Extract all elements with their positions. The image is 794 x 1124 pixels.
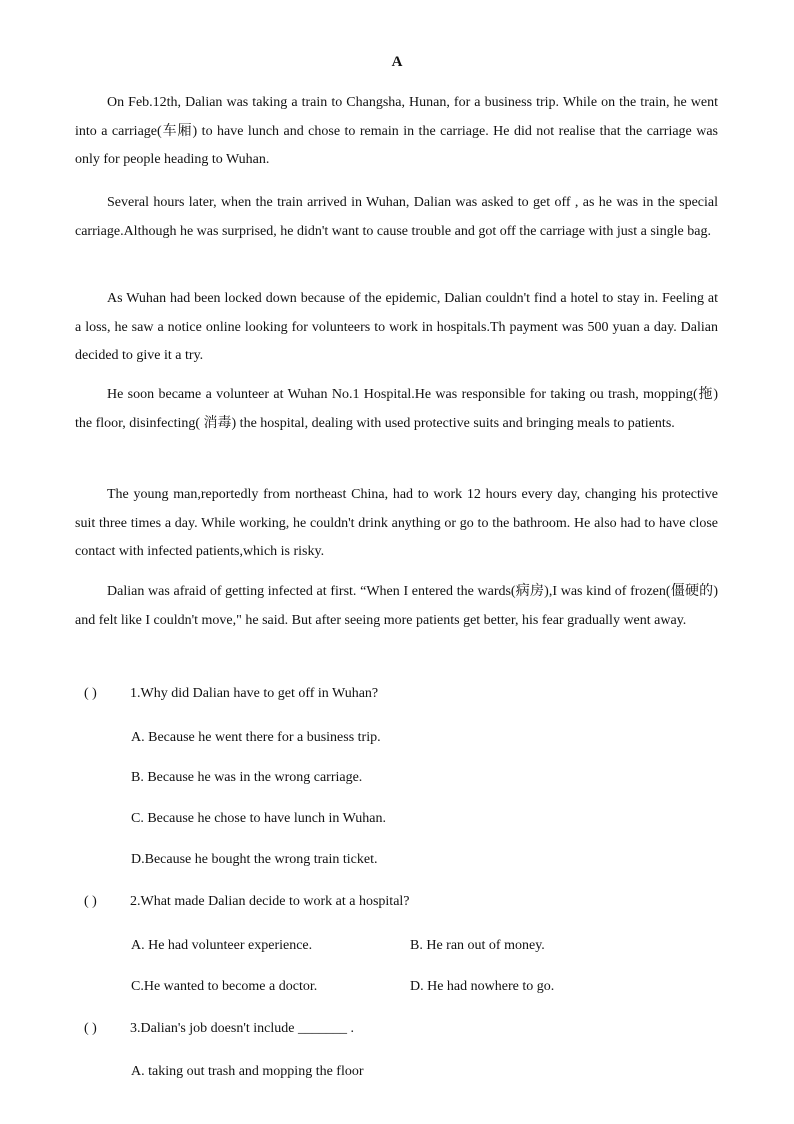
section-title: A [391,54,403,70]
question-1 [84,686,724,702]
q3-option-a: A. taking out trash and mopping the floor [131,1064,364,1079]
q2-option-d: D. He had nowhere to go. [410,979,555,994]
answer-bracket[interactable]: ( ) [84,894,97,909]
answer-bracket[interactable]: ( ) [84,686,97,701]
q2-option-b: B. He ran out of money. [410,938,545,953]
paragraph-2: Several hours later, when the train arrived in Wuhan, Dalian was asked to get off , as he was in the special carriage.Although he was surprised, he didn't want to cause trouble and got off the carriage with just a single bag. [75,195,718,239]
question-text: 2.What made Dalian decide to work at a hospital? [130,894,410,909]
paragraph-3: As Wuhan had been locked down because of the epidemic, Dalian couldn't find a hotel to stay in. Feeling at a loss, he saw a notice online looking for volunteers to work in hospitals.Th payment was 500 yuan a day. Dalian decided to give it a try. [75,291,718,363]
paragraph-5: The young man,reportedly from northeast China, had to work 12 hours every day, changing his protective suit three times a day. While working, he couldn't drink anything or go to the bathroom. He also had to have close contact with infected patients,which is risky. [75,487,718,559]
question-2 [84,894,724,910]
q2-option-a: A. He had volunteer experience. [131,938,313,953]
paragraph-4: He soon became a volunteer at Wuhan No.1 Hospital.He was responsible for taking ou trash, mopping(拖) the floor, disinfecting( 消毒) the hospital, dealing with used protective suits and bringing meals to patients. [75,387,718,431]
q2-option-c: C.He wanted to become a doctor. [131,979,318,994]
q1-option-b: B. Because he was in the wrong carriage. [131,770,363,785]
question-3 [84,1021,724,1037]
q1-option-d: D.Because he bought the wrong train ticket. [131,852,378,867]
question-text: 1.Why did Dalian have to get off in Wuhan? [130,686,379,701]
paragraph-6: Dalian was afraid of getting infected at first. “When I entered the wards(病房),I was kind of frozen(僵硬的) and felt like I couldn't move," he said. But after seeing more patients get better, his fear gradually went away. [75,584,718,628]
answer-bracket[interactable]: ( ) [84,1021,97,1036]
q1-option-a: A. Because he went there for a business trip. [131,730,381,745]
question-text: 3.Dalian's job doesn't include _______ . [130,1021,354,1036]
q1-option-c: C. Because he chose to have lunch in Wuhan. [131,811,386,826]
paragraph-1: On Feb.12th, Dalian was taking a train to Changsha, Hunan, for a business trip. While on the train, he went into a carriage(车厢) to have lunch and chose to remain in the carriage. He did not realise that the carriage was only for people heading to Wuhan. [75,95,718,167]
